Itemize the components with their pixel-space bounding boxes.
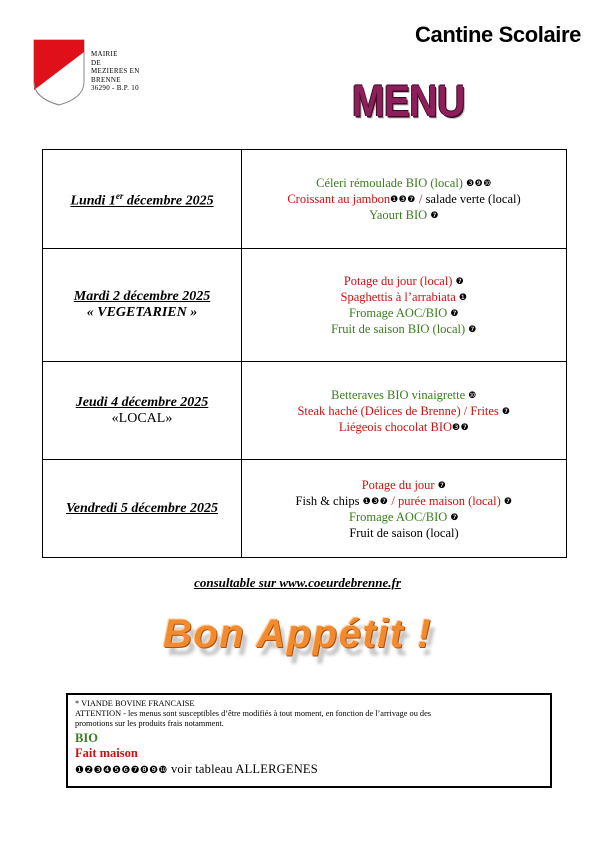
website-link[interactable]: consultable sur www.coeurdebrenne.fr [194, 575, 401, 590]
dish-line [297, 403, 510, 419]
mairie-line: 36290 - B.P. 10 [91, 84, 139, 93]
dish-text: Fruit de saison (local) [349, 525, 459, 540]
menu-row-lundi [43, 150, 566, 249]
mairie-line: MAIRIE [91, 50, 118, 58]
dish-text: Yaourt BIO [369, 208, 431, 222]
allergen-codes: ❼ [468, 324, 477, 334]
page-title: Cantine Scolaire [415, 22, 581, 47]
dishes-cell [242, 460, 566, 557]
dish-line [331, 321, 477, 337]
dish-line [349, 305, 459, 321]
allergen-codes: ❼ [450, 308, 459, 318]
dish-line [344, 273, 464, 289]
menu-row-jeudi [43, 362, 566, 460]
allergen-codes: ❸❾❿ [466, 178, 492, 188]
legend-box [66, 693, 552, 788]
allergen-codes: ❶ [458, 292, 468, 302]
allergen-codes: ❿ [468, 389, 477, 400]
allergen-codes: ❼ [503, 495, 513, 506]
day-label [70, 188, 213, 210]
mairie-line: DE [91, 58, 101, 67]
dish-text: Betteraves BIO vinaigrette [331, 387, 469, 402]
dish-text: Fruit de saison BIO (local) [331, 322, 469, 336]
day-theme: «LOCAL» [111, 410, 173, 426]
dish-text: Liégeois chocolat BIO [338, 419, 453, 434]
menu-row-vendredi [43, 460, 566, 557]
allergen-codes: ❶❸❼ [362, 495, 389, 506]
dish-text: Spaghettis à l’arrabiata [340, 290, 459, 304]
dish-text: / purée maison (local) [388, 493, 504, 508]
allergen-text: voir tableau ALLERGENES [167, 762, 318, 776]
dish-line [287, 191, 520, 207]
allergen-codes: ❸❼ [452, 421, 470, 432]
dishes-cell [242, 249, 566, 361]
dish-text: Fromage AOC/BIO [349, 306, 451, 320]
day-cell [43, 460, 242, 557]
day-cell [43, 362, 242, 459]
dish-line [296, 493, 513, 509]
dish-text: salade verte (local) [425, 192, 521, 206]
day-label-main: Lundi 1 [70, 193, 116, 209]
allergen-codes: ❼ [501, 405, 511, 416]
dish-text: Steak haché (Délices de Brenne) / Frites [297, 403, 502, 418]
legend-fait-maison: Fait maison [75, 746, 138, 760]
day-cell [43, 249, 242, 361]
day-label: Vendredi 5 décembre 2025 [65, 500, 219, 516]
day-label-rest: décembre 2025 [123, 193, 214, 209]
allergen-codes: ❶❸❼ [390, 194, 416, 204]
dish-line [341, 289, 468, 305]
legend-bio: BIO [75, 731, 98, 745]
dish-text: Fromage AOC/BIO [349, 509, 451, 524]
day-label: Jeudi 4 décembre 2025 [75, 394, 209, 410]
dish-line [339, 419, 469, 435]
mairie-logo-shield [33, 38, 85, 106]
allergen-codes: ❼ [455, 276, 465, 286]
dish-line [349, 509, 459, 525]
allergen-codes: ❼ [450, 511, 459, 522]
dish-line [349, 525, 458, 541]
mairie-address [91, 50, 140, 93]
dish-line [369, 207, 439, 223]
dish-line [316, 175, 492, 191]
day-label: Mardi 2 décembre 2025 [73, 289, 211, 304]
dish-text: Croissant au jambon [287, 192, 391, 206]
dish-line [362, 477, 447, 493]
dish-text: Fish & chips [295, 493, 363, 508]
allergen-codes: ❼ [437, 479, 447, 490]
allergen-numbers: ❶❷❸❹❺❻❼❽❾❿ [75, 765, 168, 776]
dishes-cell [242, 362, 566, 459]
menu-heading: MENU [352, 77, 465, 127]
dish-text: Potage du jour (local) [343, 274, 456, 288]
legend-attention-2: promotions sur les produits frais notamment. [75, 719, 224, 728]
dish-text: Potage du jour [361, 477, 438, 492]
mairie-line: BRENNE [91, 75, 121, 84]
legend-attention-1: ATTENTION - les menus sont susceptibles d’être modifiés à tout moment, en fonction de l’arrivage ou des [75, 709, 431, 718]
day-theme: « VEGETARIEN » [86, 305, 198, 320]
allergen-codes: ❼ [430, 210, 439, 220]
dish-text: / [415, 192, 426, 206]
day-cell [43, 150, 242, 248]
day-label-sup: er [115, 191, 124, 202]
menu-table [42, 149, 567, 558]
mairie-line: MEZIERES EN [91, 67, 140, 76]
dish-text: Céleri rémoulade BIO (local) [316, 176, 467, 190]
menu-row-mardi [43, 249, 566, 362]
dishes-cell [242, 150, 566, 248]
dish-line [331, 387, 477, 403]
legend-allergenes [75, 761, 543, 779]
legend-viande: * VIANDE BOVINE FRANCAISE [75, 699, 195, 708]
bon-appetit-banner: Bon Appétit ! [162, 612, 433, 656]
